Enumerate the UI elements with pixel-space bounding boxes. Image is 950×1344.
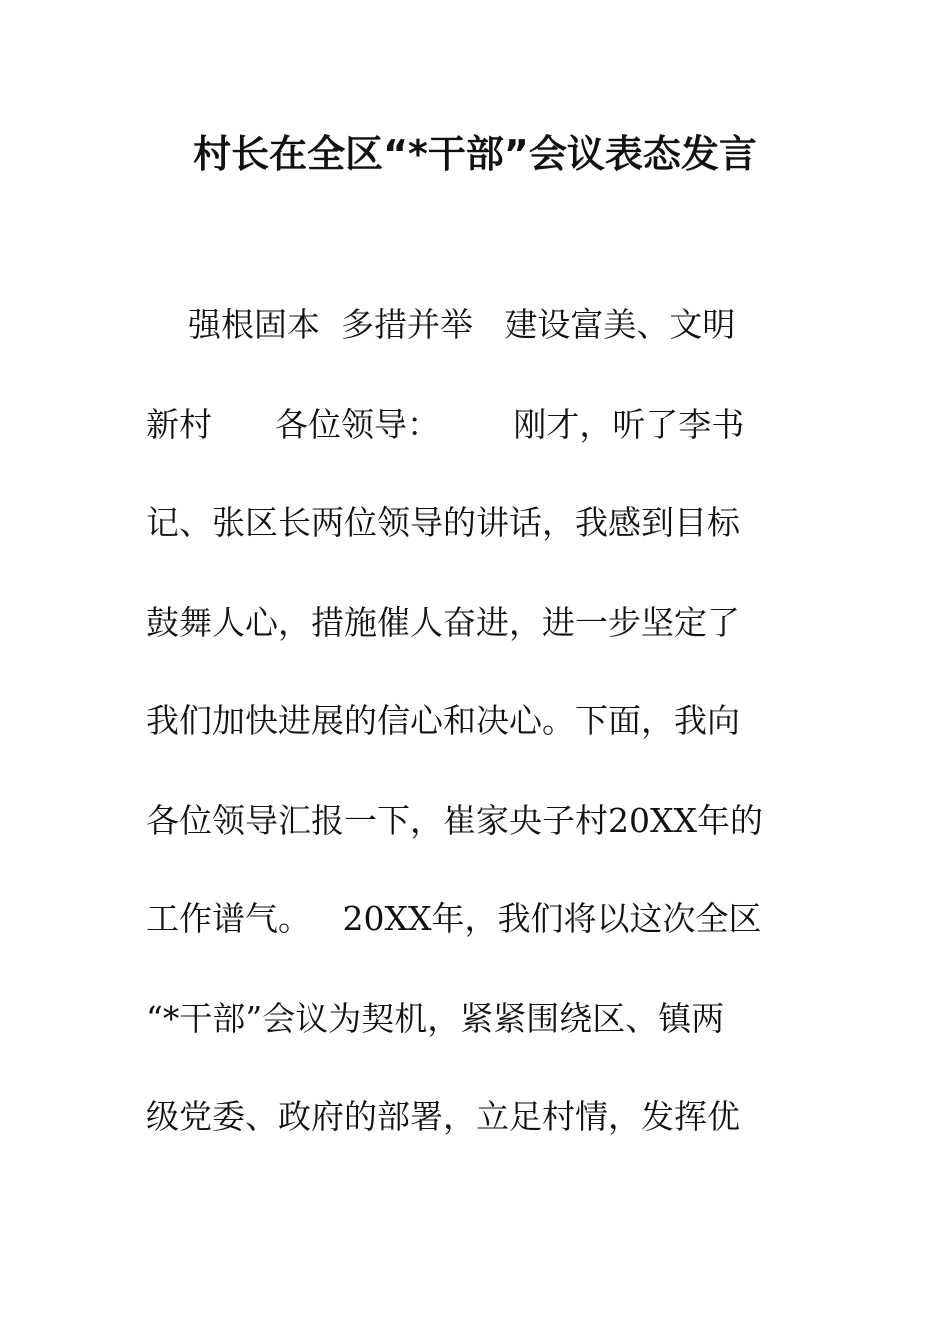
body-line-8: “*干部”会议为契机，紧紧围绕区、镇两 (146, 999, 725, 1038)
body-line-6: 各位领导汇报一下，崔家央子村20XX年的 (146, 801, 763, 840)
body-line-2: 新村 各位领导： 刚才，听了李书 (146, 405, 745, 444)
body-line-1: 强根固本 多措并举 建设富美、文明 (146, 305, 736, 344)
body-line-3: 记、张区长两位领导的讲话，我感到目标 (146, 503, 740, 542)
body-line-5: 我们加快进展的信心和决心。下面，我向 (146, 701, 740, 740)
body-line-9: 级党委、政府的部署，立足村情，发挥优 (146, 1097, 740, 1136)
body-line-7: 工作谱气。 20XX年，我们将以这次全区 (146, 899, 762, 938)
body-line-4: 鼓舞人心，措施催人奋进，进一步坚定了 (146, 603, 740, 642)
document-title: 村长在全区“*干部”会议表态发言 (193, 132, 757, 176)
